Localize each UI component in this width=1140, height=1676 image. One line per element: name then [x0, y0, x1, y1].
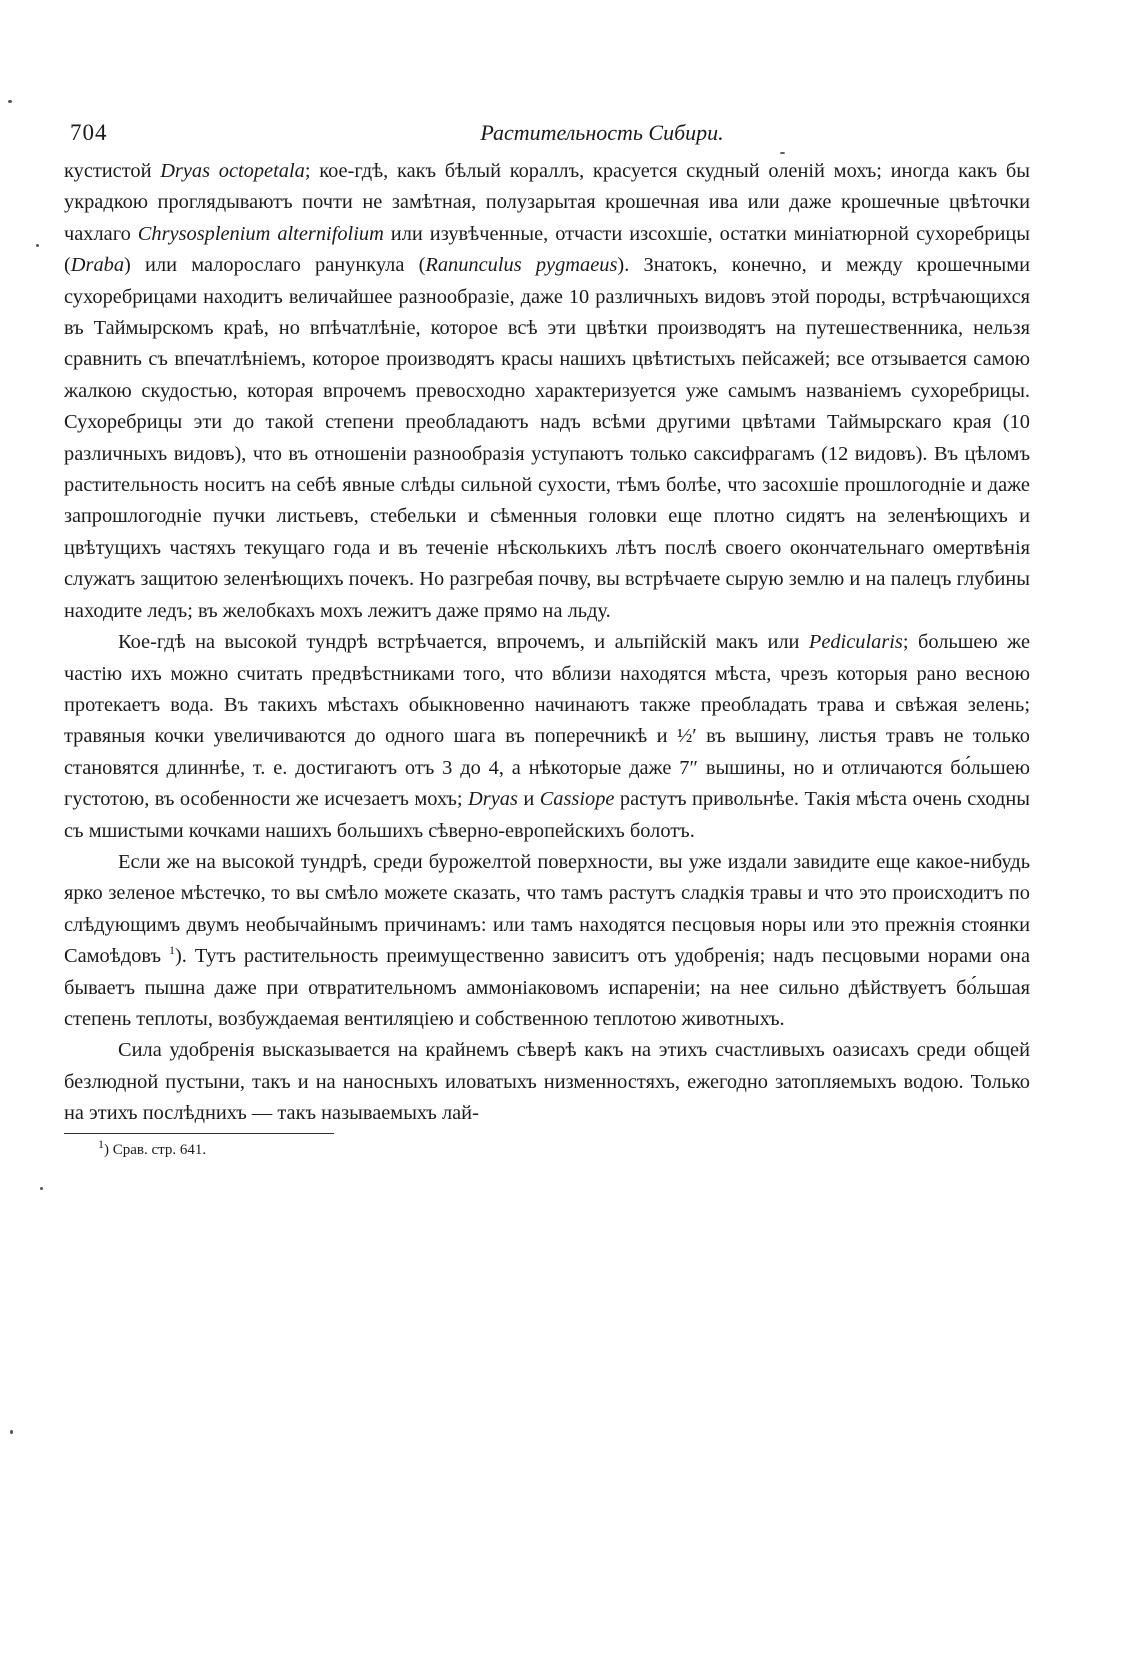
- paragraph: [64, 1035, 1030, 1129]
- text-run: или изувѣченные, отчасти изсохшіе, остатки миніатюрной сухоребрицы (: [64, 222, 1031, 277]
- scan-speck: [780, 152, 785, 154]
- text-run: ). Тутъ растительность преимущественно зависитъ отъ удобренія; надъ песцовыми норами она бываетъ пышна даже при отвратительномъ аммоніаковомъ испареніи; на нее сильно дѣйствуетъ бо́льшая степень теплоты, возбуждаемая вентиляціею и собственною теплотою животныхъ.: [64, 945, 1031, 1030]
- text-run: ; большею же частію ихъ можно считать предвѣстниками того, что вблизи находятся мѣста, чрезъ которыя рано весною протекаетъ вода. Въ такихъ мѣстахъ обыкновенно начинаютъ также преобладать трава и свѣжая зелень; травяныя кочки увеличиваются до одного шага въ поперечникѣ и ½′ въ вышину, листья травъ не только становятся длиннѣе, т. е. достигаютъ отъ 3 до 4, а нѣкоторые даже 7″ вышины, но и отличаются бо́льшею густотою, въ особенности же исчезаетъ мохъ;: [64, 631, 1030, 811]
- text-run: кустистой: [64, 160, 161, 182]
- text-run: ; кое-гдѣ, какъ бѣлый кораллъ, красуется скудный оленій мохъ; иногда какъ бы украдкою проглядываютъ почти не замѣтная, полузарытая крошечная ива или даже крошечные цвѣточки чахлаго: [64, 160, 1031, 245]
- text-run: ). Знатокъ, конечно, и между крошечными сухоребрицами находитъ величайшее разнообразіе, даже 10 различныхъ видовъ этой породы, встрѣчающихся въ Таймырскомъ краѣ, но впѣчатлѣніе, которое всѣ эти цвѣтки производятъ на путешественника, нельзя сравнить съ впечатлѣніемъ, которое производятъ красы нашихъ цвѣтистыхъ пейсажей; все отзывается самою жалкою скудостью, которая впрочемъ превосходно характеризуется уже самымъ названіемъ сухоребрицы. Сухоребрицы эти до такой степени преобладаютъ надъ всѣми другими цвѣтами Таймырскаго края (10 различныхъ видовъ), что въ отношеніи разнообразія уступаютъ только саксифрагамъ (12 видовъ). Въ цѣломъ растительность носитъ на себѣ явные слѣды сильной сухости, тѣмъ болѣе, что засохшіе прошлогодніе и даже запрошлогодніе пучки листьевъ, стебельки и сѣменныя головки еще плотно сидятъ на зеленѣющихъ и цвѣтущихъ частяхъ текущаго года и въ теченіе нѣсколькихъ лѣтъ послѣ своего окончательнаго омертвѣнія служатъ защитою зеленѣющихъ почекъ. Но разгребая почву, вы встрѣчаете сырую землю и на палецъ глубины находите ледъ; въ желобкахъ мохъ лежитъ даже прямо на льду.: [64, 254, 1031, 622]
- body-text: [64, 156, 1030, 1130]
- text-run: Сила удобренія высказывается на крайнемъ сѣверѣ какъ на этихъ счастливыхъ оазисахъ среди общей безлюдной пустыни, такъ и на наносныхъ иловатыхъ низменностяхъ, ежегодно затопляемыхъ водою. Только на этихъ послѣднихъ — такъ называемыхъ лай-: [64, 1039, 1030, 1125]
- page-content: [64, 112, 1030, 1160]
- paragraph: [64, 847, 1030, 1035]
- scan-speck: [36, 244, 39, 247]
- latin-name: Ranunculus pygmaeus: [425, 254, 618, 277]
- scan-speck: [40, 1187, 43, 1190]
- running-title: Растительность Сибири.: [480, 120, 724, 145]
- footnote-marker: 1: [98, 1136, 104, 1151]
- latin-name: Draba: [70, 254, 125, 277]
- scan-speck: [10, 1430, 13, 1434]
- footnote-text: ) Срав. стр. 641.: [104, 1141, 207, 1158]
- latin-name: Dryas: [468, 788, 518, 811]
- text-run: Кое-гдѣ на высокой тундрѣ встрѣчается, впрочемъ, и альпійскій макъ или: [118, 631, 809, 654]
- scan-speck: [8, 100, 12, 103]
- latin-name: Cassiope: [539, 788, 615, 811]
- latin-name: Chrysosplenium alternifolium: [137, 222, 384, 245]
- page-number: 704: [70, 120, 108, 145]
- footnote-divider: [64, 1133, 334, 1134]
- latin-name: Dryas octopetala: [160, 160, 305, 182]
- text-run: ) или малорослаго ранункула (: [124, 254, 426, 277]
- paragraph: [64, 627, 1030, 847]
- footnote-ref: 1: [169, 943, 176, 958]
- footnote: [64, 1136, 1030, 1160]
- text-run: растутъ привольнѣе. Такія мѣста очень сходны съ мшистыми кочками нашихъ большихъ сѣверно-европейскихъ болотъ.: [64, 788, 1030, 842]
- paragraph: [64, 156, 1030, 627]
- text-run: и: [517, 788, 540, 811]
- latin-name: Pedicularis: [808, 631, 903, 654]
- text-run: Если же на высокой тундрѣ, среди бурожелтой поверхности, вы уже издали завидите еще какое-нибудь ярко зеленое мѣстечко, то вы смѣло можете сказать, что тамъ растутъ сладкія травы и что это происходитъ по слѣдующимъ двумъ необычайнымъ причинамъ: или тамъ находятся песцовыя норы или это прежнія стоянки Самоѣдовъ: [64, 850, 1030, 968]
- running-head: [64, 112, 1030, 156]
